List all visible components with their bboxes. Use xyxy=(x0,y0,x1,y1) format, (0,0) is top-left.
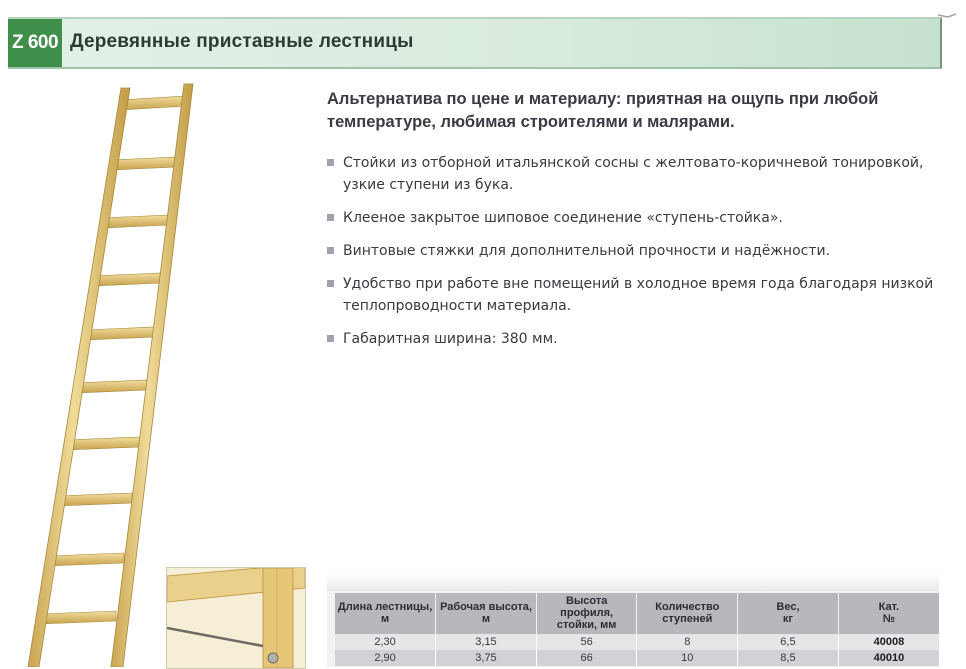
specs-table xyxy=(335,593,939,666)
joint-detail-drawing xyxy=(167,568,305,668)
section-header xyxy=(8,17,942,69)
table-cell: 2,90 xyxy=(335,650,436,666)
section-title: Деревянные приставные лестницы xyxy=(70,31,414,52)
table-cell: 3,75 xyxy=(436,650,537,666)
feature-item xyxy=(327,152,937,196)
table-cell: 2,30 xyxy=(335,634,436,650)
feature-text: Стойки из отборной итальянской сосны с желтовато-коричневой тонировкой, узкие ступени из бука. xyxy=(343,155,924,193)
table-cell: 8 xyxy=(637,634,738,650)
feature-text: Удобство при работе вне помещений в холодное время года благодаря низкой теплопроводности материала. xyxy=(343,276,934,314)
square-bullet-icon xyxy=(327,280,334,287)
column-header-steps: Количество ступеней xyxy=(637,593,738,634)
table-cell: 10 xyxy=(637,650,738,666)
table-row xyxy=(335,650,939,666)
table-cell: 8,5 xyxy=(738,650,839,666)
ladder-left-rail xyxy=(28,88,130,667)
feature-text: Винтовые стяжки для дополнительной прочности и надёжности. xyxy=(343,243,831,259)
table-cell: 66 xyxy=(536,650,637,666)
square-bullet-icon xyxy=(327,214,334,221)
feature-item xyxy=(327,207,937,229)
feature-text: Габаритная ширина: 380 мм. xyxy=(343,331,558,347)
feature-item xyxy=(327,240,937,262)
column-header-working-height: Рабочая высота, м xyxy=(436,593,537,634)
specs-table-panel xyxy=(327,573,939,667)
square-bullet-icon xyxy=(327,159,334,166)
lead-paragraph: Альтернатива по цене и материалу: приятная на ощупь при любой температуре, любимая строителями и малярами. xyxy=(327,90,879,131)
table-cell: 6,5 xyxy=(738,634,839,650)
column-header-length: Длина лестницы, м xyxy=(335,593,436,634)
table-header-row xyxy=(335,593,939,634)
product-code-badge: Z 600 xyxy=(8,19,62,67)
table-cell: 40010 xyxy=(838,650,939,666)
feature-list xyxy=(327,152,937,361)
feature-item xyxy=(327,328,937,350)
table-cell: 40008 xyxy=(838,634,939,650)
corner-mark xyxy=(938,12,956,22)
feature-item xyxy=(327,273,937,317)
feature-text: Клееное закрытое шиповое соединение «ступень-стойка». xyxy=(343,210,783,226)
column-header-profile-height: Высота профиля, стойки, мм xyxy=(536,593,637,634)
square-bullet-icon xyxy=(327,247,334,254)
joint-detail-image xyxy=(166,567,306,669)
table-cell: 3,15 xyxy=(436,634,537,650)
column-header-weight: Вес, кг xyxy=(738,593,839,634)
column-header-catalog-number: Кат. № xyxy=(838,593,939,634)
table-row xyxy=(335,634,939,650)
table-cell: 56 xyxy=(536,634,637,650)
square-bullet-icon xyxy=(327,335,334,342)
